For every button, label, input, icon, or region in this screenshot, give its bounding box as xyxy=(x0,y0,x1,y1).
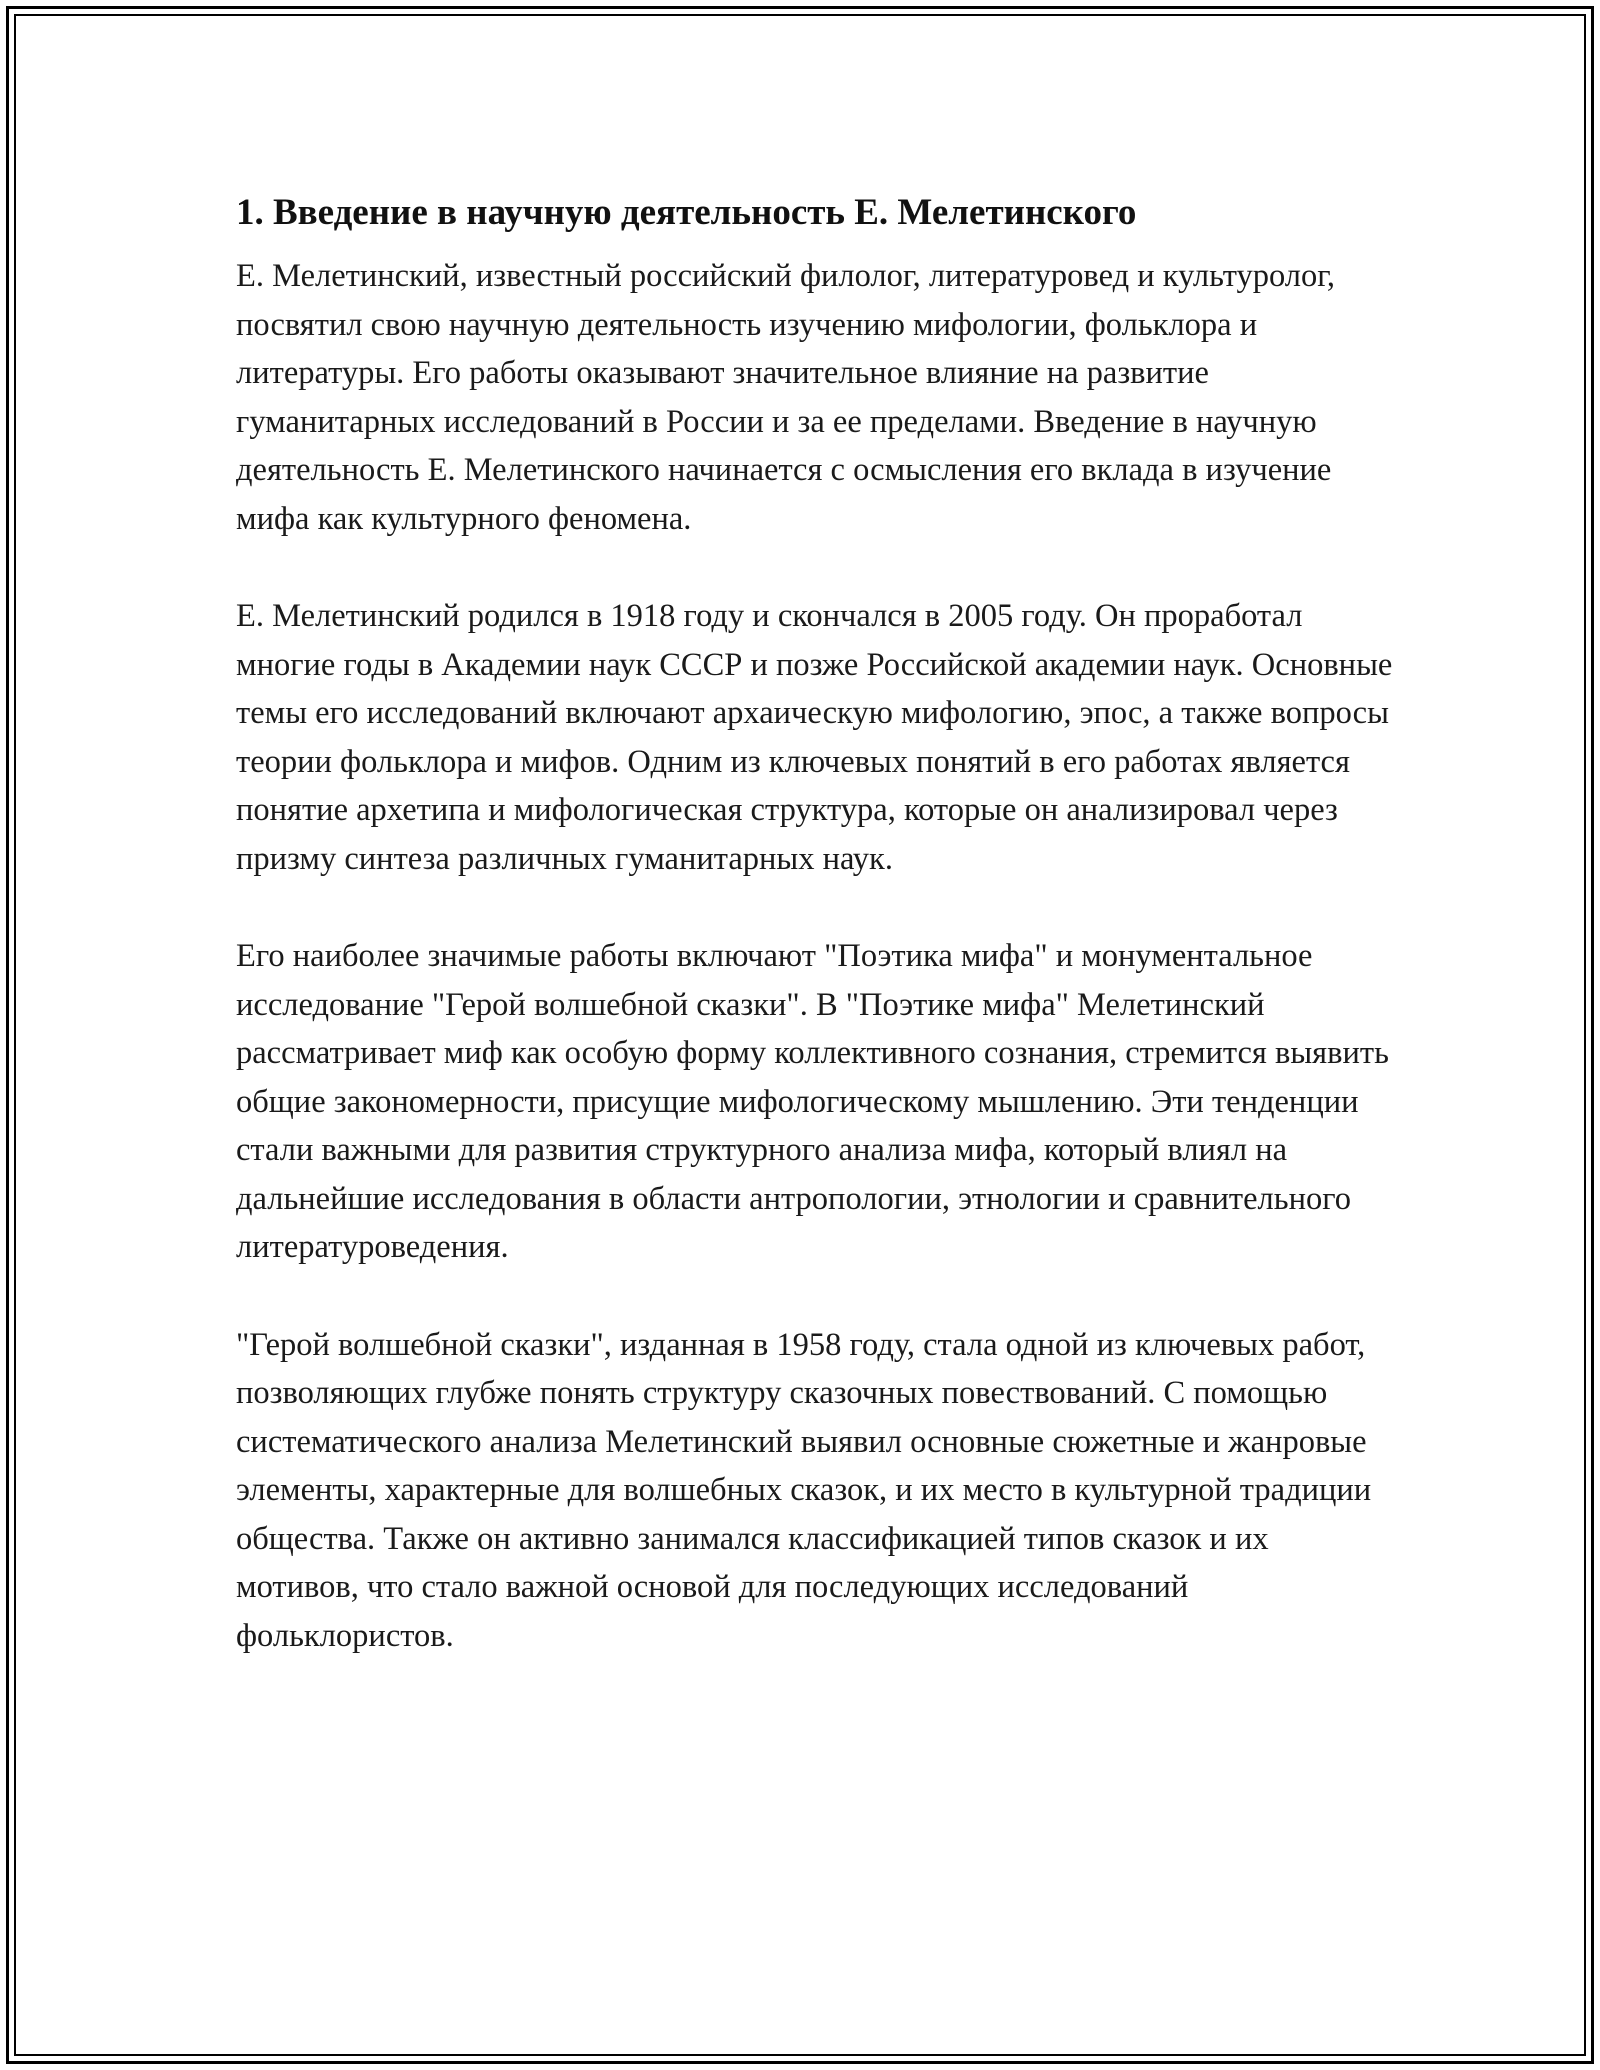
paragraph-2: Е. Мелетинский родился в 1918 году и скончался в 2005 году. Он проработал многие годы в Академии наук СССР и позже Российской академии наук. Основные темы его исследований включают архаическую мифологию, эпос, а также вопросы теории фольклора и мифов. Одним из ключевых понятий в его работах является понятие архетипа и мифологическая структура, которые он анализировал через призму синтеза различных гуманитарных наук. xyxy=(236,598,1393,877)
paragraph-3: Его наиболее значимые работы включают "Поэтика мифа" и монументальное исследование "Герой волшебной сказки". В "Поэтике мифа" Мелетинский рассматривает миф как особую форму коллективного сознания, стремится выявить общие закономерности, присущие мифологическому мышлению. Эти тенденции стали важными для развития структурного анализа мифа, который влиял на дальнейшие исследования в области антропологии, этнологии и сравнительного литературоведения. xyxy=(236,938,1389,1265)
document-body xyxy=(236,186,1396,1709)
section-heading: 1. Введение в научную деятельность Е. Мелетинского xyxy=(236,192,1137,233)
paragraph-4: "Герой волшебной сказки", изданная в 1958 году, стала одной из ключевых работ, позволяющих глубже понять структуру сказочных повествований. С помощью систематического анализа Мелетинский выявил основные сюжетные и жанровые элементы, характерные для волшебных сказок, и их место в культурной традиции общества. Также он активно занимался классификацией типов сказок и их мотивов, что стало важной основой для последующих исследований фольклористов. xyxy=(236,1326,1372,1654)
paragraph-1: Е. Мелетинский, известный российский филолог, литературовед и культуролог, посвятил свою научную деятельность изучению мифологии, фольклора и литературы. Его работы оказывают значительное влияние на развитие гуманитарных исследований в России и за ее пределами. Введение в научную деятельность Е. Мелетинского начинается с осмысления его вклада в изучение мифа как культурного феномена. xyxy=(236,258,1336,537)
